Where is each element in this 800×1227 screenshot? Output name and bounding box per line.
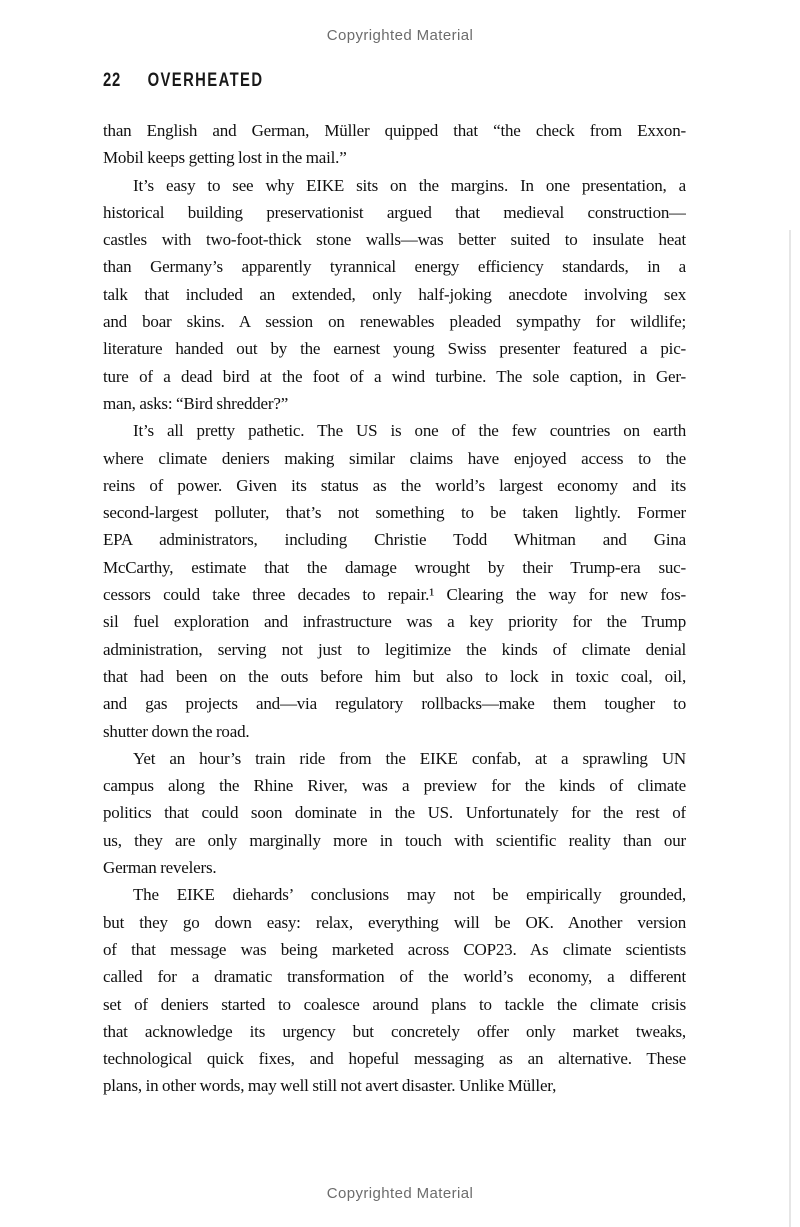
text-line: and boar skins. A session on renewables pleaded sympathy for wildlife; (103, 312, 686, 332)
text-line: called for a dramatic transformation of the world’s economy, a different (103, 967, 686, 987)
text-line: technological quick fixes, and hopeful messaging as an alternative. These (103, 1049, 686, 1069)
text-line: talk that included an extended, only half-joking anecdote involving sex (103, 284, 686, 304)
text-line: where climate deniers making similar claims have enjoyed access to the (103, 448, 686, 468)
text-line: second-largest polluter, that’s not something to be taken lightly. Former (103, 503, 686, 523)
text-line: castles with two-foot-thick stone walls—was better suited to insulate heat (103, 230, 686, 250)
text-line: than English and German, Müller quipped that “the check from Exxon- (103, 121, 686, 140)
text-line: cessors could take three decades to repair.¹ Clearing the way for new fos- (103, 585, 686, 605)
page-header (103, 70, 263, 92)
text-line: campus along the Rhine River, was a preview for the kinds of climate (103, 776, 686, 796)
text-line: man, asks: “Bird shredder?” (103, 393, 289, 413)
copyright-notice-top: Copyrighted Material (326, 27, 474, 44)
text-line: Yet an hour’s train ride from the EIKE confab, at a sprawling UN (133, 748, 686, 768)
text-line: that had been on the outs before him but also to lock in toxic coal, oil, (103, 666, 686, 686)
text-line: ture of a dead bird at the foot of a wind turbine. The sole caption, in Ger- (103, 366, 686, 386)
page-number: 22 (103, 70, 122, 91)
text-line: shutter down the road. (103, 721, 250, 741)
text-line: administration, serving not just to legitimize the kinds of climate denial (103, 639, 686, 659)
text-line: McCarthy, estimate that the damage wrought by their Trump-era suc- (103, 557, 686, 577)
body-text (103, 117, 686, 1100)
page-edge-line (789, 230, 791, 1227)
text-line: sil fuel exploration and infrastructure was a key priority for the Trump (103, 612, 686, 632)
text-line: of that message was being marketed across COP23. As climate scientists (103, 939, 686, 959)
text-line: and gas projects and—via regulatory rollbacks—make them tougher to (103, 694, 686, 714)
running-title: OVERHEATED (147, 70, 264, 91)
text-line: The EIKE diehards’ conclusions may not be empirically grounded, (133, 885, 686, 905)
text-line: plans, in other words, may well still not avert disaster. Unlike Müller, (103, 1076, 557, 1096)
text-line: literature handed out by the earnest young Swiss presenter featured a pic- (103, 339, 686, 359)
text-line: Mobil keeps getting lost in the mail.” (103, 148, 347, 168)
text-line: us, they are only marginally more in touch with scientific reality than our (103, 830, 686, 850)
text-line: set of deniers started to coalesce around plans to tackle the climate crisis (103, 994, 686, 1014)
text-line: politics that could soon dominate in the US. Unfortunately for the rest of (103, 803, 686, 823)
text-line: It’s easy to see why EIKE sits on the margins. In one presentation, a (133, 175, 686, 195)
text-line: that acknowledge its urgency but concretely offer only market tweaks, (103, 1021, 686, 1041)
text-line: It’s all pretty pathetic. The US is one of the few countries on earth (133, 421, 686, 441)
text-line: than Germany’s apparently tyrannical energy efficiency standards, in a (103, 257, 686, 277)
text-line: but they go down easy: relax, everything will be OK. Another version (103, 912, 686, 932)
copyright-notice-bottom: Copyrighted Material (326, 1185, 474, 1202)
text-line: EPA administrators, including Christie Todd Whitman and Gina (103, 530, 686, 550)
text-line: German revelers. (103, 858, 217, 878)
text-line: historical building preservationist argued that medieval construction— (103, 202, 686, 222)
text-line: reins of power. Given its status as the world’s largest economy and its (103, 475, 686, 495)
